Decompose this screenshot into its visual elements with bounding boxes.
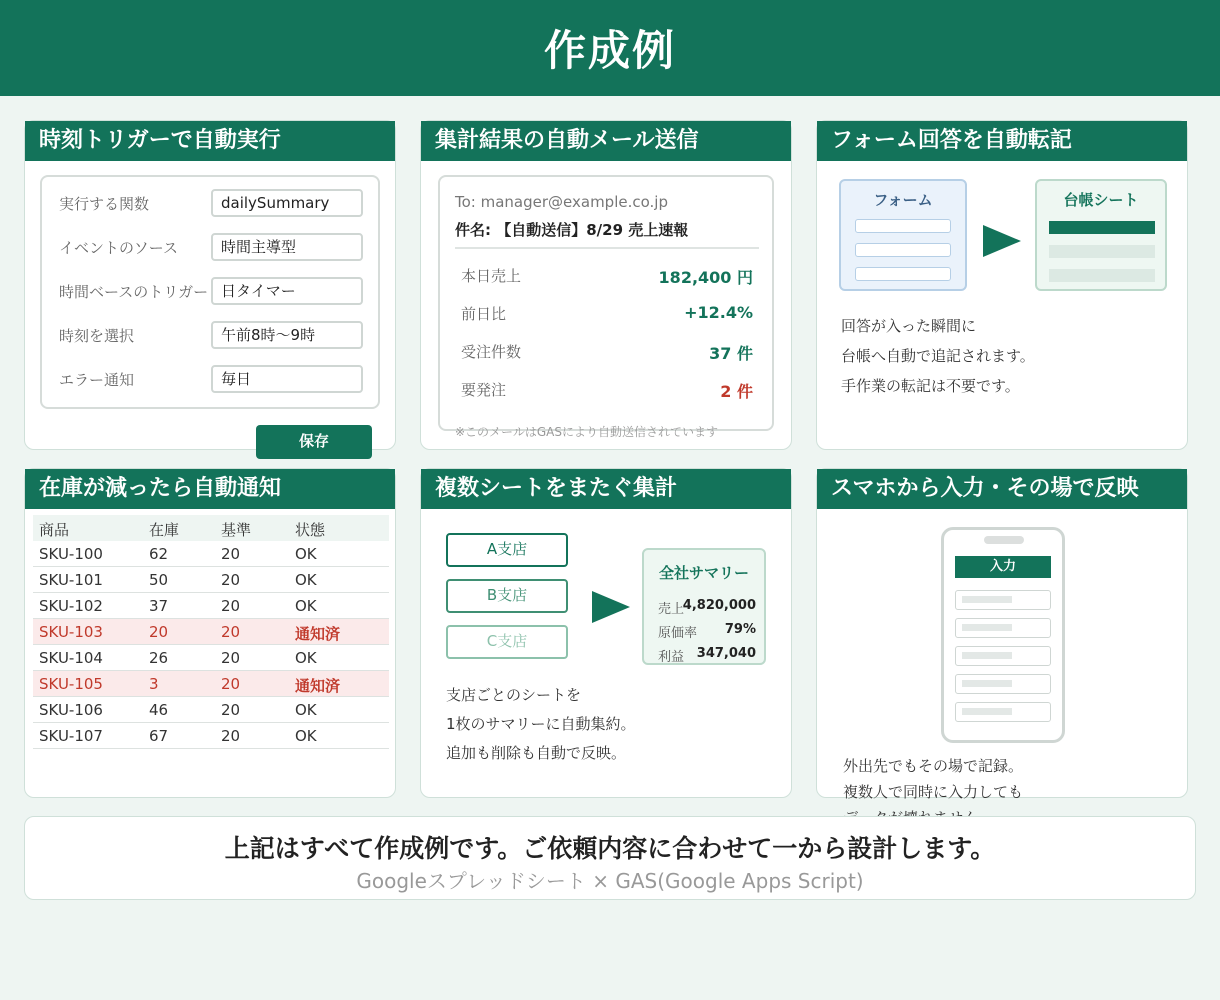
trigger-label: 実行する関数 [59, 195, 150, 213]
desc-line: 回答が入った瞬間に [841, 317, 977, 335]
cell-status: OK [295, 727, 317, 745]
mail-row [461, 377, 753, 401]
trigger-label: 時刻を選択 [59, 327, 135, 345]
mail-row-value-alert: 2 件 [720, 382, 753, 401]
cell-stock: 26 [149, 649, 169, 667]
cell-threshold: 20 [221, 649, 241, 667]
summary-sheet [642, 548, 766, 665]
summary-label: 売上 [658, 602, 685, 617]
event-source-select[interactable]: 時間主導型 [211, 233, 363, 261]
form-desc [841, 311, 1035, 401]
phone-field [955, 618, 1051, 638]
mobile-card-title: スマホから入力・その場で反映 [817, 469, 1187, 509]
inventory-card-title: 在庫が減ったら自動通知 [25, 469, 395, 509]
sheet-row [1049, 269, 1155, 282]
desc-line: 台帳へ自動で追記されます。 [841, 347, 1035, 365]
column-header: 商品 [39, 521, 70, 539]
sheet-row-new [1049, 221, 1155, 234]
trigger-row-time [59, 321, 369, 349]
mail-row [461, 263, 753, 287]
save-button[interactable]: 保存 [256, 425, 372, 459]
form-card-title: フォーム回答を自動転記 [817, 121, 1187, 161]
mail-subject: 件名: 【自動送信】8/29 売上速報 [455, 221, 689, 239]
desc-line: 複数人で同時に入力しても [843, 783, 1024, 801]
cell-sku: SKU-107 [39, 727, 103, 745]
cell-threshold: 20 [221, 597, 241, 615]
cell-sku: SKU-104 [39, 649, 103, 667]
summary-title: 全社サマリー [658, 564, 749, 582]
cell-stock: 50 [149, 571, 169, 589]
cell-stock: 20 [149, 623, 169, 641]
cell-status: OK [295, 649, 317, 667]
form-field-line [855, 219, 951, 233]
mail-row-label: 要発注 [461, 381, 507, 399]
mail-card [420, 120, 792, 450]
function-input[interactable]: dailySummary [211, 189, 363, 217]
trigger-type-select[interactable]: 日タイマー [211, 277, 363, 305]
cell-stock: 67 [149, 727, 169, 745]
form-field-line [855, 243, 951, 257]
form-label: フォーム [873, 191, 933, 209]
mail-to: To: manager@example.co.jp [455, 193, 668, 211]
cell-threshold: 20 [221, 545, 241, 563]
table-row [33, 645, 389, 671]
table-row [33, 541, 389, 567]
aggregate-card [420, 468, 792, 798]
mail-card-title: 集計結果の自動メール送信 [421, 121, 791, 161]
inventory-table [33, 515, 389, 749]
cell-sku: SKU-102 [39, 597, 103, 615]
cell-stock: 46 [149, 701, 169, 719]
mail-row-value: 37 件 [709, 344, 753, 363]
desc-line: 手作業の転記は不要です。 [841, 377, 1020, 395]
inventory-card [24, 468, 396, 798]
phone-notch [984, 536, 1024, 544]
mail-divider [455, 247, 759, 249]
error-notify-select[interactable]: 毎日 [211, 365, 363, 393]
branch-a-sheet: A支店 [446, 533, 568, 567]
time-select[interactable]: 午前8時～9時 [211, 321, 363, 349]
table-row [33, 697, 389, 723]
mail-row [461, 339, 753, 363]
cell-threshold: 20 [221, 701, 241, 719]
summary-value: 4,820,000 [682, 598, 756, 613]
cell-threshold: 20 [221, 727, 241, 745]
desc-line: 1枚のサマリーに自動集約。 [446, 715, 636, 733]
mail-note: ※このメールはGASにより自動送信されています [455, 425, 718, 439]
trigger-label: イベントのソース [59, 239, 178, 257]
branch-c-sheet: C支店 [446, 625, 568, 659]
cell-stock: 62 [149, 545, 169, 563]
page-header [0, 0, 1220, 96]
trigger-row-error [59, 365, 369, 393]
arrow-right-icon [592, 591, 630, 623]
mail-row [461, 301, 753, 325]
table-row [33, 593, 389, 619]
cell-sku: SKU-103 [39, 623, 103, 641]
desc-line: 追加も削除も自動で反映。 [446, 744, 627, 762]
cell-sku: SKU-100 [39, 545, 103, 563]
page-title: 作成例 [543, 26, 676, 75]
cell-threshold: 20 [221, 623, 241, 641]
footer-main-text: 上記はすべて作成例です。ご依頼内容に合わせて一から設計します。 [224, 834, 996, 863]
phone-illustration [941, 527, 1065, 743]
footer-sub-text: Googleスプレッドシート × GAS(Google Apps Script) [356, 869, 864, 893]
desc-line: 支店ごとのシートを [446, 686, 582, 704]
mail-row-label: 本日売上 [461, 267, 522, 285]
cell-status: OK [295, 571, 317, 589]
trigger-row-function [59, 189, 369, 217]
table-header [33, 515, 389, 541]
form-illustration [839, 179, 967, 291]
form-card [816, 120, 1188, 450]
cell-threshold: 20 [221, 571, 241, 589]
cell-sku: SKU-105 [39, 675, 103, 693]
cell-threshold: 20 [221, 675, 241, 693]
table-row [33, 723, 389, 749]
summary-label: 原価率 [658, 626, 698, 641]
sheet-illustration [1035, 179, 1167, 291]
desc-line: 外出先でもその場で記録。 [843, 757, 1024, 775]
phone-field [955, 702, 1051, 722]
aggregate-desc [446, 681, 636, 768]
cell-status: 通知済 [295, 625, 341, 643]
summary-value: 79% [724, 622, 756, 637]
cell-status: 通知済 [295, 677, 341, 695]
phone-input-header: 入力 [955, 556, 1051, 578]
summary-label: 利益 [658, 650, 685, 665]
trigger-label: 時間ベースのトリガー [59, 283, 209, 301]
form-field-line [855, 267, 951, 281]
trigger-card-title: 時刻トリガーで自動実行 [25, 121, 395, 161]
phone-field [955, 674, 1051, 694]
cell-stock: 3 [149, 675, 159, 693]
cell-status: OK [295, 545, 317, 563]
mail-row-label: 前日比 [461, 305, 507, 323]
mail-row-label: 受注件数 [461, 343, 522, 361]
trigger-label: エラー通知 [59, 371, 135, 389]
summary-row [658, 596, 756, 616]
branch-b-sheet: B支店 [446, 579, 568, 613]
trigger-settings-panel [40, 175, 380, 409]
trigger-row-event-source [59, 233, 369, 261]
phone-field [955, 646, 1051, 666]
mail-row-value: 182,400 円 [658, 268, 753, 287]
summary-value: 347,040 [696, 646, 756, 661]
mobile-card [816, 468, 1188, 801]
column-header: 状態 [295, 521, 326, 539]
trigger-card [24, 120, 396, 450]
summary-row [658, 644, 756, 664]
trigger-row-type [59, 277, 369, 305]
sheet-label: 台帳シート [1063, 191, 1139, 209]
cell-sku: SKU-106 [39, 701, 103, 719]
mail-preview [438, 175, 774, 439]
summary-row [658, 620, 756, 640]
table-row [33, 567, 389, 593]
sheet-row [1049, 245, 1155, 258]
column-header: 在庫 [149, 521, 180, 539]
cell-status: OK [295, 701, 317, 719]
mail-row-value: +12.4% [684, 303, 753, 322]
cell-status: OK [295, 597, 317, 615]
phone-field [955, 590, 1051, 610]
aggregate-card-title: 複数シートをまたぐ集計 [421, 469, 791, 509]
column-header: 基準 [221, 521, 252, 539]
cell-sku: SKU-101 [39, 571, 103, 589]
arrow-right-icon [983, 225, 1021, 257]
footer-banner [24, 816, 1196, 900]
table-row-alert [33, 671, 389, 697]
cell-stock: 37 [149, 597, 169, 615]
table-row-alert [33, 619, 389, 645]
